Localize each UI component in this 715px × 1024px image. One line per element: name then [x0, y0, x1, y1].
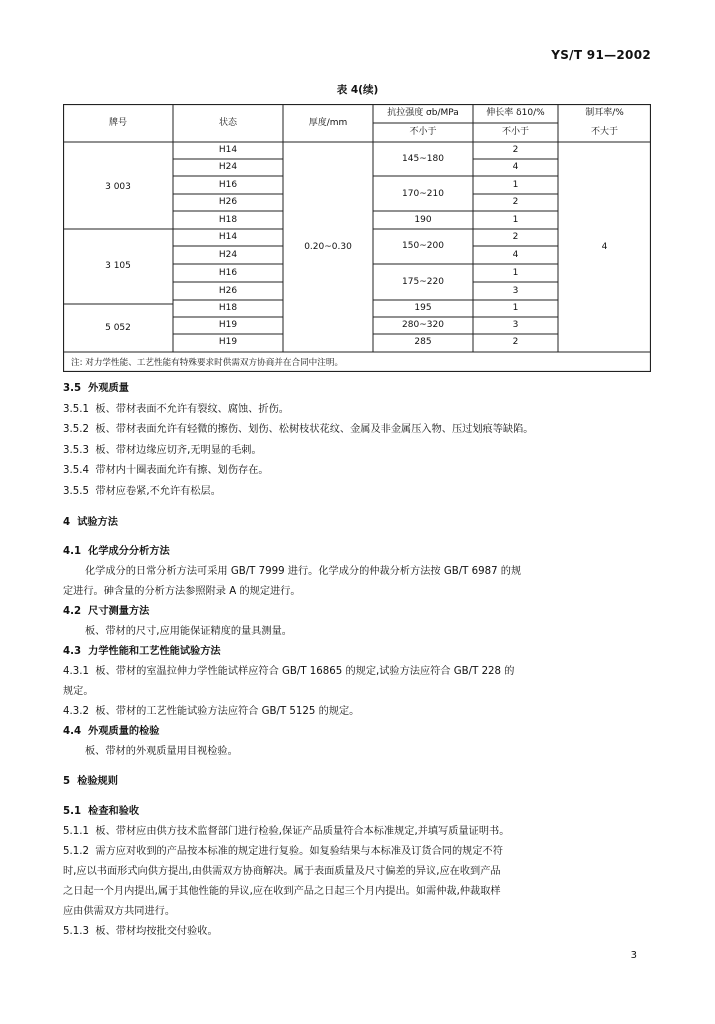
paragraph-line: 之日起一个月内提出,属于其他性能的异议,应在收到产品之日起三个月内提出。如需仲裁,仲裁取样: [63, 886, 501, 897]
temper-cell: H26: [218, 197, 238, 207]
section-title: 试验方法: [77, 517, 118, 528]
clause-text: 板、带材应由供方技术监督部门进行检验,保证产品质量符合本标准规定,并填写质量证明书。: [95, 826, 510, 837]
tensile-cell: 175~220: [402, 277, 444, 287]
col-header-thickness: 厚度/mm: [308, 118, 348, 128]
clause-text: 需方应对收到的产品按本标准的规定进行复验。如复验结果与本标准及订货合同的规定不符: [95, 846, 503, 857]
paragraph-line: 定进行。砷含量的分析方法参照附录 A 的规定进行。: [63, 586, 301, 597]
clause-text: 板、带材的室温拉伸力学性能试样应符合 GB/T 16865 的规定,试验方法应符合 GB/T 228 的: [95, 666, 515, 677]
paragraph-line: 板、带材的外观质量用目视检验。: [85, 746, 238, 757]
elongation-cell: 1: [512, 215, 519, 225]
clause-text: 板、带材均按批交付验收。: [95, 926, 218, 937]
elongation-cell: 1: [512, 303, 519, 313]
grade-cell: 3 003: [105, 182, 131, 192]
table-note: 注: 对力学性能、工艺性能有特殊要求时供需双方协商并在合同中注明。: [71, 358, 344, 368]
temper-cell: H18: [218, 303, 238, 313]
clause-text: 板、带材边缘应切齐,无明显的毛刺。: [95, 445, 262, 456]
elongation-cell: 1: [512, 180, 519, 190]
section-title: 尺寸测量方法: [88, 606, 150, 617]
clause-number: 3.5.2: [63, 424, 89, 435]
section-number: 4.2: [63, 606, 82, 617]
section-number: 4: [63, 517, 71, 528]
paragraph-line: 板、带材的尺寸,应用能保证精度的量具测量。: [85, 626, 292, 637]
elongation-cell: 2: [512, 232, 519, 242]
clause-4-3-2: [63, 705, 359, 719]
clause-text: 板、带材表面不允许有裂纹、腐蚀、折伤。: [95, 404, 289, 415]
temper-cell: H16: [218, 180, 238, 190]
col-header-tensile-min: 不小于: [409, 127, 437, 137]
grade-cell: 3 105: [105, 261, 131, 271]
clause-number: 3.5.1: [63, 404, 89, 415]
elongation-cell: 1: [512, 268, 519, 278]
section-4-4-heading: [63, 725, 159, 739]
earing-cell: 4: [601, 242, 608, 252]
paragraph-line: 时,应以书面形式向供方提出,由供需双方协商解决。属于表面质量及尺寸偏差的异议,应在收到产品: [63, 866, 501, 877]
clause-text: 板、带材的工艺性能试验方法应符合 GB/T 5125 的规定。: [95, 706, 360, 717]
clause-3-5-5: [63, 485, 221, 499]
elongation-cell: 3: [512, 286, 519, 296]
col-header-earing: 制耳率/%: [585, 108, 624, 118]
clause-number: 3.5.3: [63, 445, 89, 456]
section-number: 5.1: [63, 806, 82, 817]
clause-number: 4.3.1: [63, 666, 89, 677]
temper-cell: H16: [218, 268, 238, 278]
clause-3-5-1: [63, 403, 289, 417]
clause-number: 5.1.1: [63, 826, 89, 837]
elongation-cell: 3: [512, 320, 519, 330]
section-title: 力学性能和工艺性能试验方法: [88, 646, 221, 657]
col-header-earing-max: 不大于: [590, 127, 618, 137]
col-header-grade: 牌号: [108, 118, 127, 128]
section-4-1-heading: [63, 545, 170, 559]
clause-5-1-3: [63, 925, 218, 939]
clause-text: 板、带材表面允许有轻微的擦伤、划伤、松树枝状花纹、金属及非金属压入物、压过划痕等缺陷。: [95, 424, 534, 435]
temper-cell: H24: [218, 162, 238, 172]
grade-cell: 5 052: [105, 323, 131, 333]
tensile-cell: 280~320: [402, 320, 444, 330]
properties-table: [63, 104, 651, 372]
elongation-cell: 2: [512, 337, 519, 347]
temper-cell: H26: [218, 286, 238, 296]
temper-cell: H24: [218, 250, 238, 260]
col-header-tensile: 抗拉强度 σb/MPa: [387, 108, 459, 118]
paragraph-line: 规定。: [63, 686, 94, 697]
standard-number: YS/T 91—2002: [551, 48, 651, 62]
temper-cell: H19: [218, 337, 238, 347]
clause-number: 3.5.5: [63, 486, 89, 497]
clause-5-1-2: [63, 845, 503, 859]
elongation-cell: 2: [512, 145, 519, 155]
tensile-cell: 190: [414, 215, 432, 225]
table-caption: 表 4(续): [336, 84, 379, 96]
col-header-elongation: 伸长率 δ10/%: [486, 108, 545, 118]
elongation-cell: 2: [512, 197, 519, 207]
temper-cell: H14: [218, 145, 238, 155]
section-title: 化学成分分析方法: [88, 546, 170, 557]
section-4-heading: [63, 516, 118, 530]
section-title: 检验规则: [77, 776, 118, 787]
elongation-cell: 4: [512, 162, 519, 172]
tensile-cell: 285: [414, 337, 432, 347]
section-4-2-heading: [63, 605, 149, 619]
clause-text: 带材应卷紧,不允许有松层。: [95, 486, 221, 497]
section-3-5-heading: [63, 382, 129, 396]
tensile-cell: 150~200: [402, 241, 444, 251]
clause-4-3-1: [63, 665, 514, 679]
section-4-3-heading: [63, 645, 221, 659]
clause-number: 5.1.2: [63, 846, 89, 857]
section-number: 5: [63, 776, 71, 787]
paragraph-line: 化学成分的日常分析方法可采用 GB/T 7999 进行。化学成分的仲裁分析方法按 GB/T 6987 的规: [85, 566, 522, 577]
elongation-cell: 4: [512, 250, 519, 260]
thickness-cell: 0.20~0.30: [304, 242, 352, 252]
clause-number: 5.1.3: [63, 926, 89, 937]
temper-cell: H18: [218, 215, 238, 225]
section-title: 外观质量: [88, 383, 129, 394]
clause-text: 带材内十圈表面允许有擦、划伤存在。: [95, 465, 269, 476]
tensile-cell: 195: [414, 303, 432, 313]
section-number: 4.3: [63, 646, 82, 657]
temper-cell: H14: [218, 232, 238, 242]
paragraph-line: 应由供需双方共同进行。: [63, 906, 176, 917]
temper-cell: H19: [218, 320, 238, 330]
col-header-temper: 状态: [218, 118, 237, 128]
section-5-heading: [63, 775, 118, 789]
tensile-cell: 145~180: [402, 154, 444, 164]
clause-number: 3.5.4: [63, 465, 89, 476]
tensile-cell: 170~210: [402, 189, 444, 199]
section-title: 外观质量的检验: [88, 726, 160, 737]
section-5-1-heading: [63, 805, 139, 819]
clause-3-5-3: [63, 444, 262, 458]
clause-3-5-2: [63, 423, 533, 437]
section-number: 3.5: [63, 383, 82, 394]
page-number: 3: [630, 950, 637, 961]
section-number: 4.1: [63, 546, 82, 557]
clause-number: 4.3.2: [63, 706, 89, 717]
col-header-elongation-min: 不小于: [501, 127, 529, 137]
clause-5-1-1: [63, 825, 509, 839]
section-title: 检查和验收: [88, 806, 140, 817]
section-number: 4.4: [63, 726, 82, 737]
clause-3-5-4: [63, 464, 269, 478]
